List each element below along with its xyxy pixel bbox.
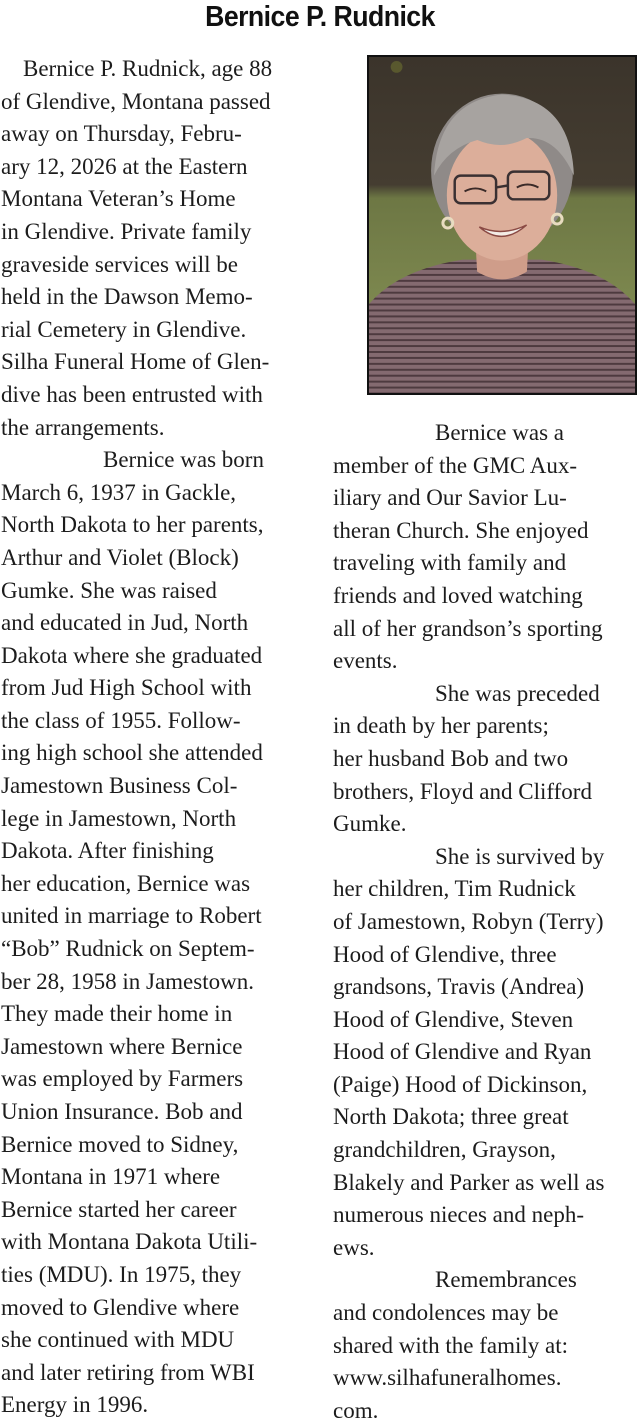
text-line: graveside services will be [1,251,238,277]
text-line: brothers, Floyd and Clifford [333,778,592,804]
text-line: the class of 1955. Follow- [1,707,241,733]
text-line: united in marriage to Robert [1,903,262,929]
text-line: grandchildren, Grayson, [333,1137,556,1163]
text-line: dive has been entrusted with [1,381,263,407]
text-line: Bernice was a [435,420,564,445]
text-line: North Dakota to her parents, [1,512,264,538]
text-line: her education, Bernice was [1,870,251,896]
text-line: the arrangements. [1,414,165,440]
text-line: and educated in Jud, North [1,610,249,636]
portrait-photo [367,55,637,395]
text-line: March 6, 1937 in Gackle, [1,479,237,505]
text-line: held in the Dawson Memo- [1,284,253,310]
text-line: away on Thursday, Febru- [1,121,242,147]
text-line: lege in Jamestown, North [1,805,237,831]
text-line: Hood of Glendive and Ryan [333,1039,592,1065]
text-line: iliary and Our Savior Lu- [333,485,567,511]
text-line: Silha Funeral Home of Glen- [1,349,270,375]
text-line: ing high school she attended [1,740,263,766]
text-line: Energy in 1996. [1,1392,149,1418]
text-line: North Dakota; three great [333,1104,569,1130]
funeral-home-url[interactable]: com. [333,1397,379,1423]
text-line: theran Church. She enjoyed [333,517,589,543]
text-line: numerous nieces and neph- [333,1202,585,1228]
obituary-right-column [333,417,639,1427]
text-line: events. [333,648,398,674]
text-line: of Jamestown, Robyn (Terry) [333,908,604,934]
text-line: of Glendive, Montana passed [1,88,271,114]
text-line: (Paige) Hood of Dickinson, [333,1071,588,1097]
text-line: with Montana Dakota Utili- [1,1229,258,1255]
text-line: and later retiring from WBI [1,1359,255,1385]
text-line: Remembrances [435,1267,577,1293]
text-line: Montana Veteran’s Home [1,186,236,212]
text-line: traveling with family and [333,550,567,576]
text-line: Bernice started her career [1,1196,237,1222]
text-line: ties (MDU). In 1975, they [1,1261,242,1287]
text-line: ary 12, 2026 at the Eastern [1,153,248,179]
text-line: rial Cemetery in Glendive. [1,316,247,342]
text-line: Blakely and Parker as well as [333,1169,605,1195]
text-line: friends and loved watching [333,582,583,608]
text-line: Hood of Glendive, Steven [333,1006,574,1032]
text-line: all of her grandson’s sporting [333,615,603,641]
text-line: “Bob” Rudnick on Septem- [1,936,255,962]
text-line: shared with the family at: [333,1332,569,1358]
text-line: ews. [333,1234,375,1260]
portrait-image [369,57,635,393]
text-line: grandsons, Travis (Andrea) [333,974,585,1000]
text-line: in death by her parents; [333,713,549,739]
text-line: They made their home in [1,1001,233,1027]
text-line: Gumke. She was raised [1,577,217,603]
obituary-left-column [1,53,319,1422]
text-line: Bernice P. Rudnick, age 88 [23,56,273,81]
text-line: She is survived by [435,843,605,869]
funeral-home-url[interactable]: www.silhafuneralhomes. [333,1365,562,1391]
text-line: her children, Tim Rudnick [333,876,576,902]
text-line: Union Insurance. Bob and [1,1099,243,1124]
text-line: Jamestown where Bernice [1,1033,243,1059]
text-line: Arthur and Violet (Block) [1,544,239,570]
text-line: and condolences may be [333,1300,559,1326]
text-line: Bernice moved to Sidney, [1,1131,239,1157]
text-line: member of the GMC Aux- [333,452,578,478]
text-line: Bernice was born [103,447,264,473]
text-line: in Glendive. Private family [1,218,252,244]
text-line: Dakota where she graduated [1,642,263,668]
text-line: Dakota. After finishing [1,838,214,864]
text-line: Gumke. [333,811,407,837]
text-line: her husband Bob and two [333,745,569,771]
obituary-title: Bernice P. Rudnick [205,1,435,33]
text-line: She was preceded [435,680,600,706]
text-line: Jamestown Business Col- [1,773,238,799]
text-line: from Jud High School with [1,675,252,701]
text-line: Montana in 1971 where [1,1164,221,1190]
text-line: Hood of Glendive, three [333,941,557,967]
text-line: was employed by Farmers [1,1066,244,1092]
text-line: moved to Glendive where [1,1294,240,1320]
text-line: ber 28, 1958 in Jamestown. [1,968,254,994]
text-line: she continued with MDU [1,1327,235,1353]
